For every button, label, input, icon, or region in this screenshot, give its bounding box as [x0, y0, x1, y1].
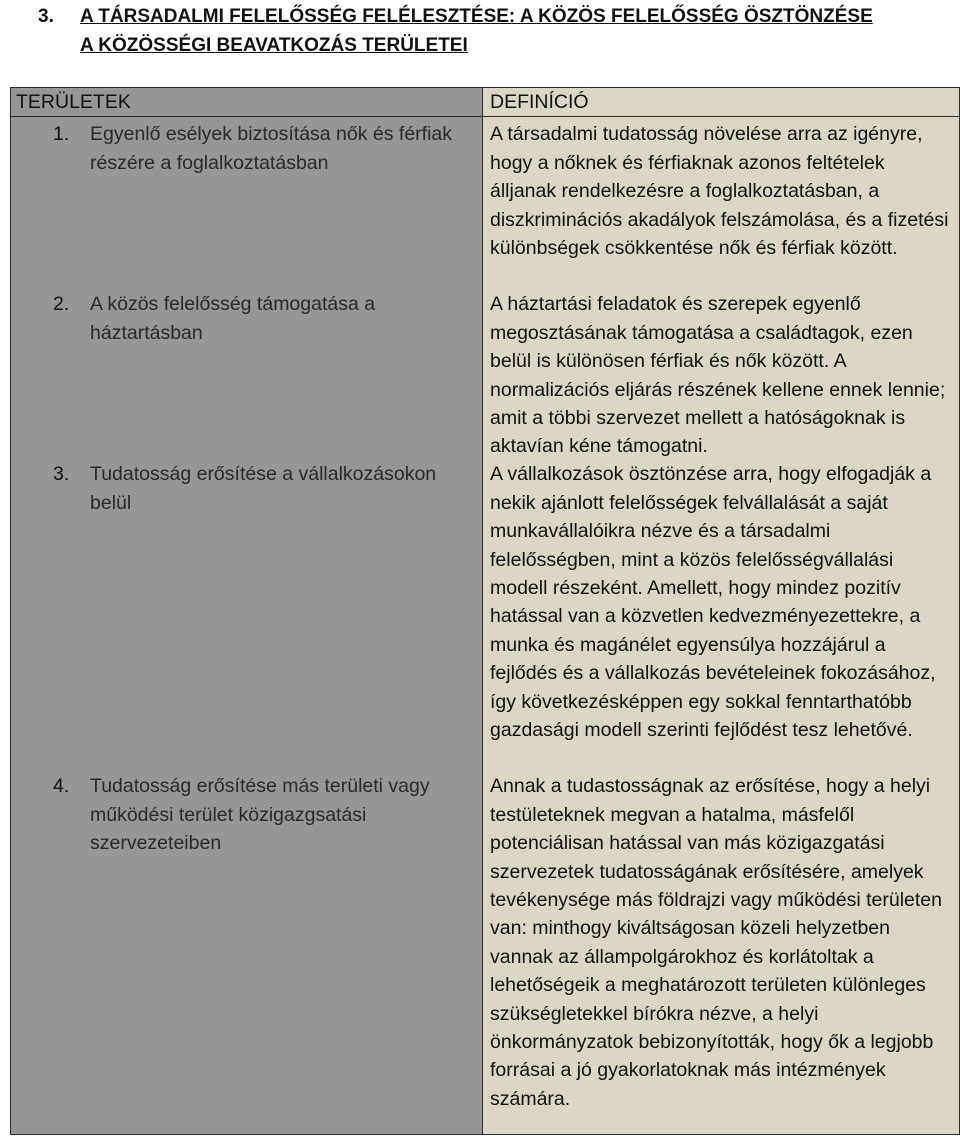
area-text: Tudatosság erősítése a vállalkozásokon belül — [90, 463, 437, 514]
area-number: 4. — [53, 775, 70, 798]
section-number: 3. — [38, 6, 54, 27]
area-text: A közös felelősség támogatása a háztartásban — [90, 293, 376, 344]
header-areas-label: TERÜLETEK — [16, 91, 131, 113]
table-body-row — [11, 117, 960, 1135]
area-text: Tudatosság erősítése más területi vagy működési terület közigazgsatási szervezeteiben — [90, 775, 430, 855]
header-cell-areas — [11, 88, 483, 117]
section-subtitle: A KÖZÖSSÉGI BEAVATKOZÁS TERÜLETEI — [80, 35, 468, 56]
area-number: 2. — [53, 293, 70, 316]
definitions-column — [483, 117, 960, 1135]
header-definition-label: DEFINÍCIÓ — [490, 91, 589, 113]
areas-column — [11, 117, 483, 1135]
area-number: 3. — [53, 463, 70, 486]
areas-definition-table — [10, 87, 960, 1135]
table-header-row — [11, 88, 960, 117]
area-text: Egyenlő esélyek biztosítása nők és férfiak részére a foglalkoztatásban — [90, 123, 453, 174]
definition-text: A háztartási feladatok és szerepek egyenlő megosztásának támogatása a családtagok, ezen belül is különösen férfiak és nők között. A normalizációs eljárás részének kellene ennek lennie; amit a többi szervezet mellett a hatóságoknak is aktavían kéne támogatni. — [490, 293, 946, 458]
definition-text: Annak a tudastosságnak az erősítése, hogy a helyi testületeknek megvan a hatalma, másfelől potenciálisan hatással van más közigazgatási szervezetek tudatosságának erősítésére, amelyek tevékenysége más földrajzi vagy működési területen van: minthogy kiváltságosan közeli helyzetben vannak az állampolgárokhoz és korlátoltak a lehetőségeik a meghatározott területen különleges szükségletekkel bírókra nézve, a helyi önkormányzatok bebizonyították, hogy ők a legjobb forrásai a jó gyakorlatoknak más intézmények számára. — [490, 775, 942, 1110]
header-cell-definition — [483, 88, 960, 117]
definition-text: A vállalkozások ösztönzése arra, hogy elfogadják a nekik ajánlott felelősségek felvállalását a saját munkavállalóikra nézve és a társadalmi felelősségben, mint a közös felelősségvállalási modell részeként. Amellett, hogy mindez pozitív hatással van a közvetlen kedvezményezettekre, a munka és magánélet egyensúlya hozzájárul a fejlődés és a vállalkozás bevételeinek fokozásához, így következésképpen egy sokkal fenntarthatóbb gazdasági modell szerinti fejlődést tesz lehetővé. — [490, 463, 936, 742]
area-number: 1. — [53, 123, 70, 146]
section-title: A TÁRSADALMI FELELŐSSÉG FELÉLESZTÉSE: A KÖZÖS FELELŐSSÉG ÖSZTÖNZÉSE — [80, 6, 873, 27]
definition-text: A társadalmi tudatosság növelése arra az igényre, hogy a nőknek és férfiaknak azonos feltételek álljanak rendelkezésre a foglalkoztatásban, a diszkriminációs akadályok felszámolása, és a fizetési különbségek csökkentése nők és férfiak között. — [490, 123, 949, 260]
